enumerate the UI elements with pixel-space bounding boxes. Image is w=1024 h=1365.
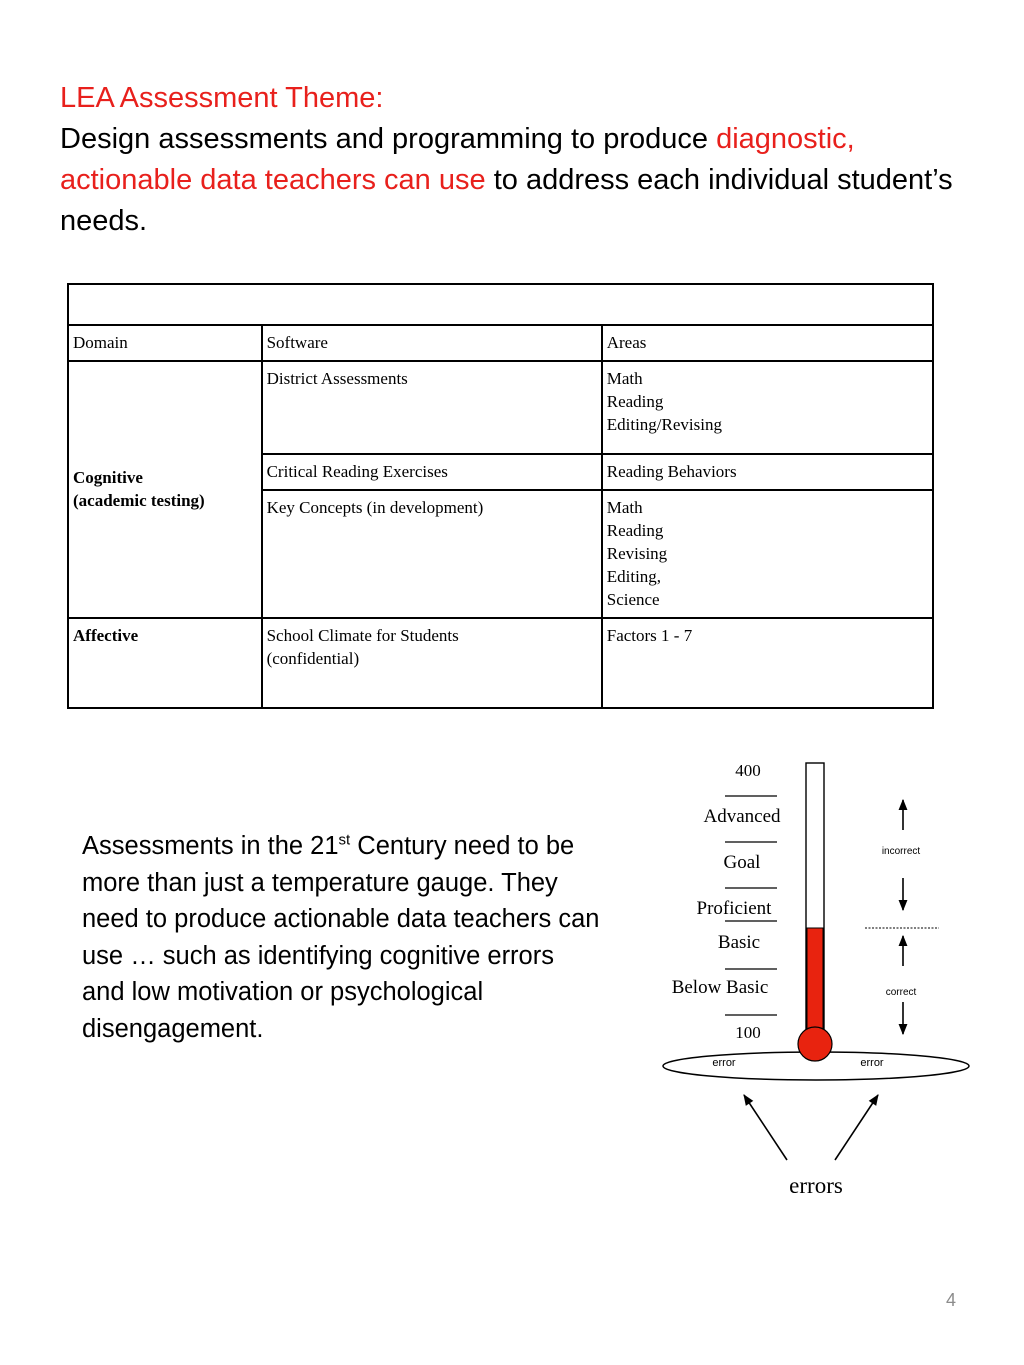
software-cell: District Assessments xyxy=(262,361,602,454)
area-item: Editing/Revising xyxy=(606,415,722,434)
thermometer-bulb xyxy=(798,1027,832,1061)
correct-label: correct xyxy=(885,987,917,998)
areas-cell xyxy=(602,361,933,454)
areas-cell: Factors 1 - 7 xyxy=(602,618,933,708)
areas-cell xyxy=(602,490,933,618)
theme-text-highlight: diagnostic, actionable data teachers can use xyxy=(60,123,855,196)
arrow-error-left-icon xyxy=(744,1095,787,1160)
area-item: Science xyxy=(606,590,660,609)
assessment-table xyxy=(67,283,934,709)
software-item: (confidential) xyxy=(266,649,360,668)
error-label-left: error xyxy=(712,1057,736,1069)
area-item: Math xyxy=(606,498,643,517)
area-item: Reading xyxy=(606,521,664,540)
paragraph-superscript: st xyxy=(338,831,351,849)
software-cell: Critical Reading Exercises xyxy=(262,454,602,490)
error-label-right: error xyxy=(860,1057,884,1069)
page-number: 4 xyxy=(945,1290,956,1310)
area-item: Editing, xyxy=(606,567,662,586)
scale-bottom-label: 100 xyxy=(735,1023,761,1042)
theme-statement xyxy=(60,119,960,242)
header-areas: Areas xyxy=(602,325,933,361)
theme-text-before: Design assessments and programming to produce xyxy=(60,123,717,155)
header-domain: Domain xyxy=(68,325,262,361)
theme-text-after: to address each individual student’s needs. xyxy=(60,164,953,237)
scale-top-label: 400 xyxy=(735,761,761,780)
table-row xyxy=(68,361,933,454)
header-software: Software xyxy=(262,325,602,361)
level-below-basic: Below Basic xyxy=(671,977,769,998)
paragraph-part1: Assessments in the 21 xyxy=(82,832,339,860)
area-item: Revising xyxy=(606,544,668,563)
area-item: Reading xyxy=(606,392,664,411)
mercury-column xyxy=(807,928,823,1032)
thermometer-diagram xyxy=(655,750,985,1210)
theme-label: LEA Assessment Theme: xyxy=(60,82,384,114)
slide-heading xyxy=(60,78,960,242)
software-cell xyxy=(262,618,602,708)
domain-affective: Affective xyxy=(68,618,262,708)
paragraph-part2: Century need to be more than just a temperature gauge. They need to produce actionable data teachers can use … such as identifying cognitive errors and low motivation or psychological disengagement. xyxy=(82,832,600,1043)
domain-cognitive-note: (academic testing) xyxy=(73,491,205,510)
errors-caption: errors xyxy=(789,1173,843,1198)
assessment-paragraph xyxy=(82,828,602,1047)
area-item: Math xyxy=(606,369,643,388)
table-header-row xyxy=(68,325,933,361)
domain-cognitive: Cognitive xyxy=(73,468,143,487)
software-item: School Climate for Students xyxy=(266,626,459,645)
level-goal: Goal xyxy=(723,852,761,873)
domain-cognitive-cell xyxy=(68,361,262,618)
level-proficient: Proficient xyxy=(696,898,772,919)
level-basic: Basic xyxy=(717,932,761,953)
table-title-cell xyxy=(68,284,933,325)
level-advanced: Advanced xyxy=(703,806,781,827)
table-row xyxy=(68,618,933,708)
areas-cell: Reading Behaviors xyxy=(602,454,933,490)
table-title-row xyxy=(68,284,933,325)
incorrect-label: incorrect xyxy=(881,846,921,857)
software-cell: Key Concepts (in development) xyxy=(262,490,602,618)
arrow-error-right-icon xyxy=(835,1095,878,1160)
